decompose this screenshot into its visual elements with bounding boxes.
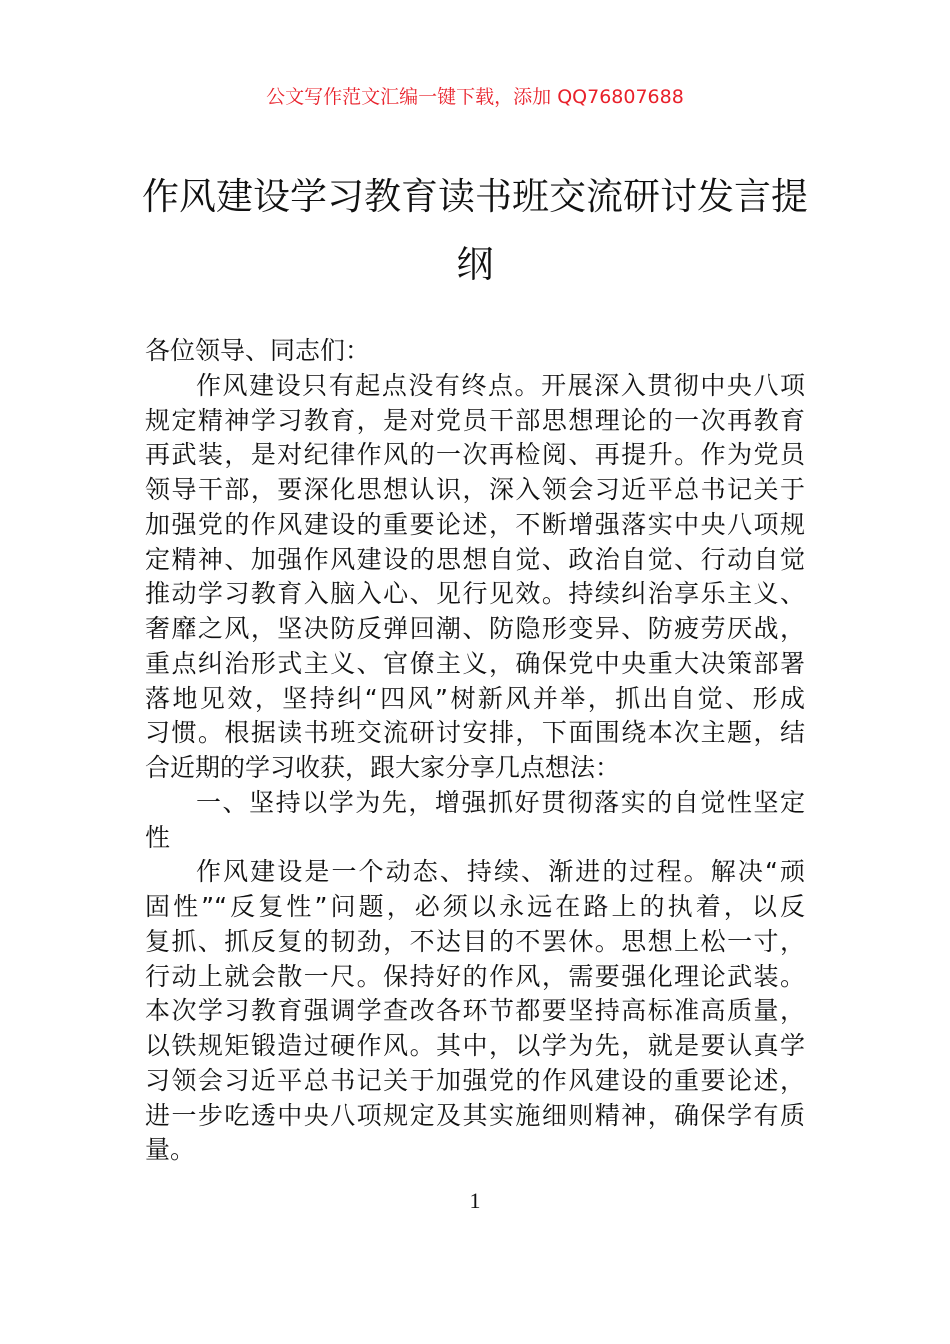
text-line: 领导干部，要深化思想认识，深入领会习近平总书记关于 [145, 475, 805, 504]
text-line: 量。 [145, 1135, 196, 1165]
salutation [145, 334, 805, 369]
text-line: 一、坚持以学为先，增强抓好贯彻落实的自觉性坚定 [196, 787, 805, 817]
text-line: 进一步吃透中央八项规定及其实施细则精神，确保学有质 [145, 1100, 805, 1130]
paragraph [145, 855, 805, 1168]
text-line: 习领会习近平总书记关于加强党的作风建设的重要论述， [145, 1065, 805, 1095]
text-line: 规定精神学习教育，是对党员干部思想理论的一次再教育 [145, 405, 805, 435]
text-line: 本次学习教育强调学查改各环节都要坚持高标准高质量， [145, 996, 805, 1026]
text-line: 合近期的学习收获，跟大家分享几点想法： [145, 753, 621, 782]
text-line: 推动学习教育入脑入心、见行见效。持续纠治享乐主义、 [145, 579, 805, 609]
text-line: 习惯。根据读书班交流研讨安排，下面围绕本次主题，结 [145, 718, 805, 748]
text-line: 性 [145, 822, 171, 852]
text-line: 以铁规矩锻造过硬作风。其中，以学为先，就是要认真学 [145, 1031, 805, 1060]
text-line: 作风建设只有起点没有终点。开展深入贯彻中央八项 [196, 370, 805, 400]
document-title [120, 163, 830, 299]
text-line: 加强党的作风建设的重要论述，不断增强落实中央八项规 [145, 509, 805, 539]
text-line: 复抓、抓反复的韧劲，不达目的不罢休。思想上松一寸， [145, 926, 805, 956]
title-line: 作风建设学习教育读书班交流研讨发言提 [142, 175, 808, 218]
title-line: 纲 [456, 243, 494, 286]
text-line: 作风建设是一个动态、持续、渐进的过程。解决“顽 [196, 857, 805, 887]
text-line: 再武装，是对纪律作风的一次再检阅、再提升。作为党员 [145, 440, 805, 470]
download-notice: 公文写作范文汇编一键下载，添加 QQ76807688 [266, 86, 684, 108]
text-line: 奢靡之风，坚决防反弹回潮、防隐形变异、防疲劳厌战， [145, 614, 805, 643]
text-line: 固性”“反复性”问题，必须以永远在路上的执着，以反 [145, 892, 805, 921]
text-line: 落地见效，坚持纠“四风”树新风并举，抓出自觉、形成 [145, 683, 805, 713]
section-heading [145, 786, 805, 856]
text-line: 重点纠治形式主义、官僚主义，确保党中央重大决策部署 [145, 648, 805, 678]
paragraph [145, 369, 805, 786]
document-body [145, 334, 805, 1168]
page-number: 1 [469, 1188, 481, 1213]
text-line: 行动上就会散一尺。保持好的作风，需要强化理论武装。 [145, 961, 805, 991]
text-line: 定精神、加强作风建设的思想自觉、政治自觉、行动自觉 [145, 544, 805, 574]
text-line: 各位领导、同志们： [145, 336, 371, 365]
